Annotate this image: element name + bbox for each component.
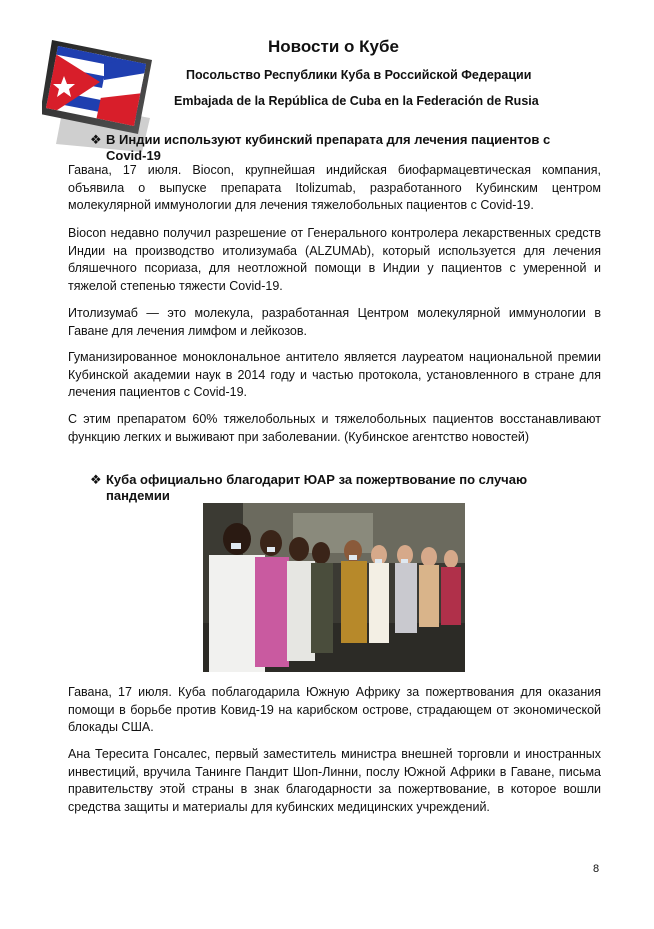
event-photo	[203, 503, 465, 672]
article1-paragraph-5: С этим препаратом 60% тяжелобольных и тяжелобольных пациентов восстанавливают функцию легких и выживают при заболевании. (Кубинское агентство новостей)	[68, 412, 601, 444]
page-title: Новости о Кубе	[268, 37, 399, 56]
diamond-bullet-icon: ❖	[90, 132, 102, 147]
diamond-bullet-icon: ❖	[90, 472, 102, 487]
article1-paragraph-3: Итолизумаб — это молекула, разработанная Центром молекулярной иммунологии в Гаване для лечения лимфом и лейкозов.	[68, 306, 601, 338]
subtitle-spanish: Embajada de la República de Cuba en la Federación de Rusia	[174, 94, 539, 108]
article2-heading	[90, 472, 560, 504]
article1-heading	[90, 132, 560, 164]
article1-paragraph-2: Biocon недавно получил разрешение от Генерального контролера лекарственных средств Индии на производство итолизумаба (ALZUMAb), который используется для лечения бляшечного псориаза, для неотложной помощи в Индии у пациентов с умеренной и тяжелой степенью тяжести Covid-19.	[68, 226, 601, 293]
article1-heading-text: В Индии используют кубинский препарата для лечения пациентов с Covid-19	[106, 132, 551, 163]
page-number: 8	[593, 863, 600, 875]
article2-paragraph-2: Ана Тереситa Гонсалес, первый заместитель министра внешней торговли и иностранных инвестиций, вручила Танинге Пандит Шоп-Линни, послу Южной Африки в Гаване, письма правительству этой страны в знак благодарности за пожертвование, в которое вошли средства защиты и материалы для кубинских медицинских учреждений.	[68, 747, 601, 814]
article1-paragraph-1: Гавана, 17 июля. Biocon, крупнейшая индийская биофармацевтическая компания, объявила о выпуске препарата Itolizumab, разработанного Кубинским центром молекулярной иммунологии для лечения тяжелобольных пациентов с Covid-19.	[68, 163, 601, 213]
article2-heading-text: Куба официально благодарит ЮАР за пожертвование по случаю пандемии	[106, 472, 528, 503]
subtitle-russian: Посольство Республики Куба в Российской Федерации	[186, 68, 532, 82]
article2-paragraph-1: Гавана, 17 июля. Куба поблагодарила Южную Африку за пожертвования для оказания помощи в борьбе против Ковид-19 на карибском острове, страдающем от экономической блокады США.	[68, 685, 601, 735]
article1-paragraph-4: Гуманизированное моноклональное антитело является лауреатом национальной премии Кубинской академии наук в 2014 году и частью протокола, установленного в стране для лечения пациентов с Covid-19.	[68, 350, 601, 400]
